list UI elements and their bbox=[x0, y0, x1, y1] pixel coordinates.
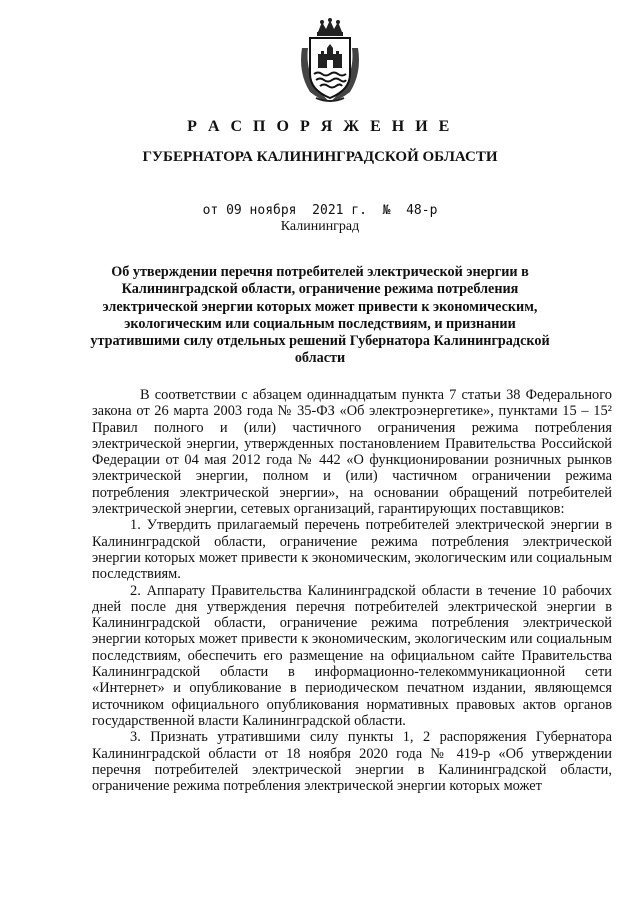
document-body bbox=[92, 387, 612, 794]
document-city: Калининград bbox=[280, 219, 360, 234]
document-issuer: ГУБЕРНАТОРА КАЛИНИНГРАДСКОЙ ОБЛАСТИ bbox=[142, 149, 498, 165]
paragraph-preamble: В соответствии с абзацем одиннадцатым пункта 7 статьи 38 Федерального закона от 26 марта 2003 года № 35-ФЗ «Об электроэнергетике», пунктами 15 – 15² Правил полного и (или) частичного ограничения режима потребления электрической энергии, утвержденных постановлением Правительства Российской Федерации от 04 мая 2012 года № 442 «О функционировании розничных рынков электрической энергии, полном и (или) частичном ограничении режима потребления электрической энергии», на основании обращений потребителей электрической энергии, сетевых организаций, гарантирующих поставщиков: bbox=[92, 387, 612, 518]
paragraph-item-1: 1. Утвердить прилагаемый перечень потребителей электрической энергии в Калининградской области, ограничение режима потребления электрической энергии которых может привести к экономическим, экологическим или социальным последствиям. bbox=[92, 517, 612, 583]
document-heading: Об утверждении перечня потребителей электрической энергии в Калининградской области, ограничение режима потребления электрической энергии которых может привести к экономическим, экологическим или социальным последствиям, и признании утратившими силу отдельных решений Губернатора Калининградской области bbox=[90, 264, 550, 367]
document-date-number: от 09 ноября 2021 г. № 48-р bbox=[202, 203, 438, 218]
paragraph-item-3: 3. Признать утратившими силу пункты 1, 2 распоряжения Губернатора Калининградской области от 18 ноября 2020 года № 419-р «Об утверждении перечня потребителей электрической энергии в Калининградской области, ограничение режима потребления электрической энергии которых может bbox=[92, 729, 612, 795]
coat-of-arms-icon bbox=[296, 18, 364, 104]
paragraph-item-2: 2. Аппарату Правительства Калининградской области в течение 10 рабочих дней после дня утверждения перечня потребителей электрической энергии в Калининградской области, ограничение режима потребления электрической энергии которых может привести к экономическим, экологическим или социальным последствиям, обеспечить его размещение на официальном сайте Правительства Калининградской области в информационно-телекоммуникационной сети «Интернет» и опубликование в периодическом печатном издании, являющемся источником официального опубликования нормативных правовых актов органов государственной власти Калининградской области. bbox=[92, 582, 612, 729]
document-title: Р А С П О Р Я Ж Е Н И Е bbox=[187, 118, 453, 135]
